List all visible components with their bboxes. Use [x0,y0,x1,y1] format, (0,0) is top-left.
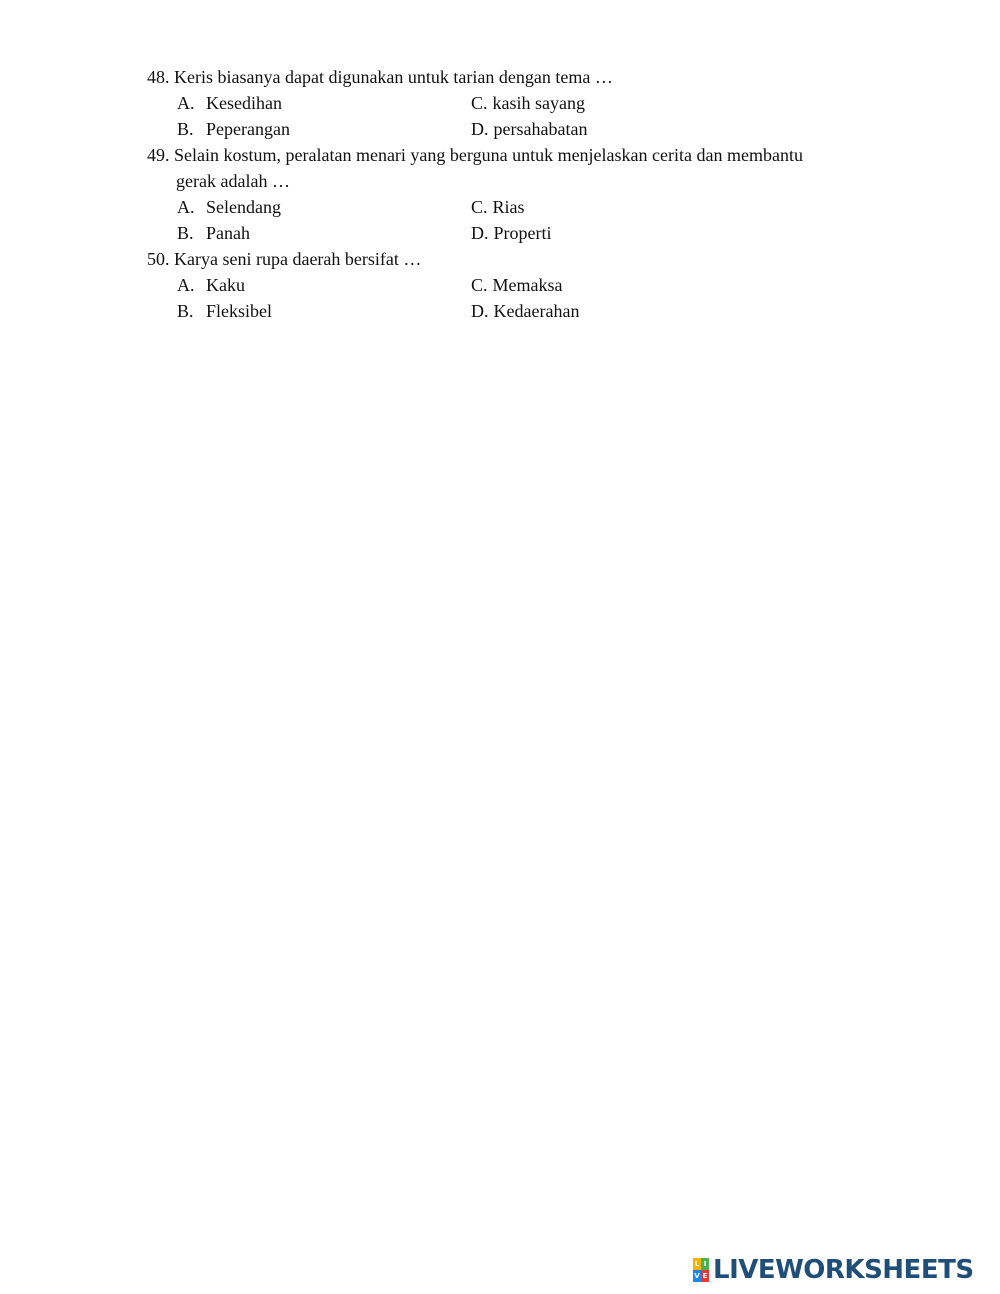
option-text: persahabatan [493,119,588,139]
option-c[interactable] [471,90,585,116]
option-text: Panah [206,223,250,243]
option-letter: B. [177,301,194,321]
option-d[interactable] [471,116,587,142]
option-a[interactable] [177,272,245,298]
liveworksheets-logo-icon [693,1258,709,1282]
option-text: kasih sayang [492,93,585,113]
question-50 [147,246,887,324]
logo-mark-i: I [701,1258,709,1270]
option-text: Rias [492,197,525,217]
option-text: Memaksa [492,275,563,295]
option-letter: B. [177,223,194,243]
question-line: Keris biasanya dapat digunakan untuk tarian dengan tema … [174,67,613,87]
logo-mark-v: V [694,1272,700,1280]
option-text: Peperangan [206,119,290,139]
logo-text: LIVEWORKSHEETS [713,1255,974,1285]
option-b[interactable] [177,116,290,142]
option-letter: D. [471,119,489,139]
option-letter: C. [471,93,488,113]
answer-options [147,272,887,324]
option-b[interactable] [177,220,250,246]
option-letter: D. [471,301,489,321]
option-a[interactable] [177,90,282,116]
option-text: Kaku [206,275,245,295]
option-letter: C. [471,197,488,217]
option-text: Properti [493,223,552,243]
question-line-continued: gerak adalah … [176,171,290,191]
question-49-text [147,142,887,168]
logo-mark-e: E [702,1272,708,1280]
question-line: Karya seni rupa daerah bersifat … [174,249,422,269]
option-letter: A. [177,275,195,295]
option-letter: D. [471,223,489,243]
logo-mark-l: L [694,1260,700,1268]
option-b[interactable] [177,298,272,324]
option-a[interactable] [177,194,281,220]
question-line: Selain kostum, peralatan menari yang berguna untuk menjelaskan cerita dan membantu [174,145,803,165]
question-number: 48. [147,67,170,87]
question-number: 50. [147,249,170,269]
option-letter: A. [177,197,195,217]
option-letter: C. [471,275,488,295]
question-48 [147,64,887,142]
question-number: 49. [147,145,170,165]
question-48-text [147,64,887,90]
answer-options [147,90,887,142]
option-c[interactable] [471,272,563,298]
option-c[interactable] [471,194,525,220]
option-d[interactable] [471,298,579,324]
question-49 [147,142,887,246]
question-50-text [147,246,887,272]
answer-options [147,194,887,246]
option-letter: B. [177,119,194,139]
option-d[interactable] [471,220,552,246]
option-text: Kedaerahan [493,301,580,321]
liveworksheets-logo [693,1256,974,1284]
option-text: Selendang [206,197,281,217]
option-letter: A. [177,93,195,113]
option-text: Fleksibel [206,301,272,321]
option-text: Kesedihan [206,93,282,113]
